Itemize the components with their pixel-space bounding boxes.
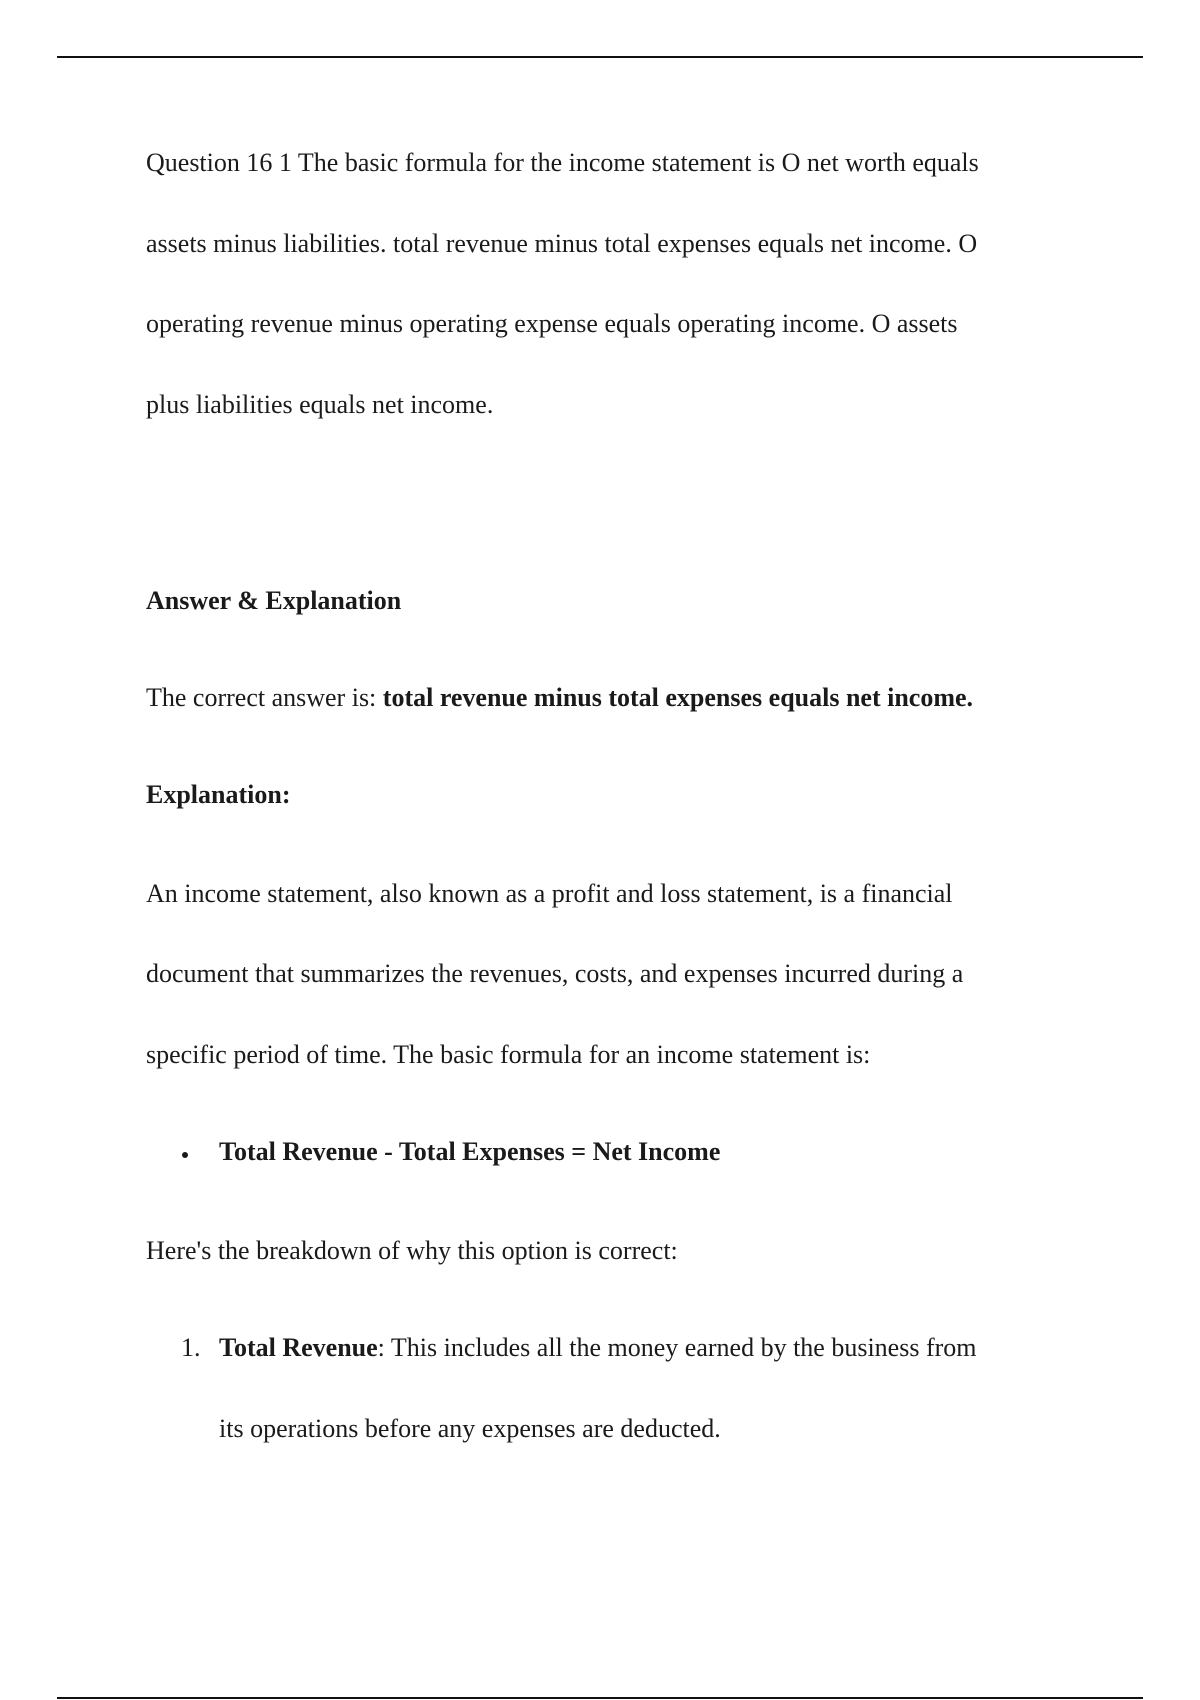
answer-heading: Answer & Explanation <box>146 586 402 615</box>
formula-bullet: Total Revenue - Total Expenses = Net Income <box>219 1137 721 1166</box>
correct-answer-value: total revenue minus total expenses equals net income. <box>382 683 974 712</box>
list-item-text: : This includes all the money earned by the business from <box>377 1333 977 1362</box>
question-line-4: plus liabilities equals net income. <box>146 390 494 419</box>
question-line-3: operating revenue minus operating expense equals operating income. O assets <box>146 309 958 338</box>
breakdown-intro: Here's the breakdown of why this option is correct: <box>146 1236 678 1265</box>
correct-answer-prefix: The correct answer is: <box>146 683 383 712</box>
list-item-number: 1. <box>181 1333 201 1362</box>
list-item-line-2: its operations before any expenses are deducted. <box>219 1414 721 1443</box>
explanation-line-1: An income statement, also known as a profit and loss statement, is a financial <box>146 879 953 908</box>
question-line-2: assets minus liabilities. total revenue minus total expenses equals net income. O <box>146 229 978 258</box>
explanation-heading: Explanation: <box>146 780 291 809</box>
top-rule <box>57 56 1143 58</box>
list-item-line-1 <box>219 1333 977 1363</box>
bottom-rule <box>57 1697 1143 1699</box>
correct-answer-line <box>146 683 973 713</box>
bullet-dot-icon <box>182 1152 188 1158</box>
explanation-line-3: specific period of time. The basic formula for an income statement is: <box>146 1040 871 1069</box>
question-line-1: Question 16 1 The basic formula for the income statement is O net worth equals <box>146 148 979 177</box>
explanation-line-2: document that summarizes the revenues, costs, and expenses incurred during a <box>146 959 964 988</box>
list-item-term: Total Revenue <box>219 1333 378 1362</box>
